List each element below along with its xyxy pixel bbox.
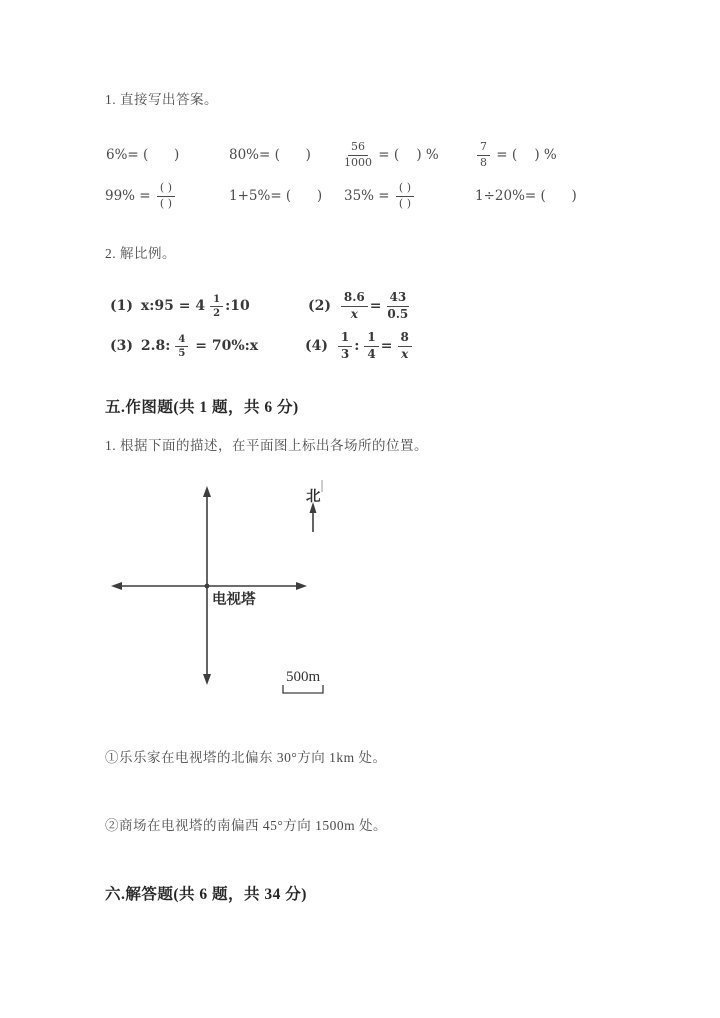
- proportion-4-label: (4): [305, 338, 333, 354]
- fraction: [398, 331, 412, 360]
- fraction-denominator: 8: [480, 155, 487, 169]
- fraction-numerator: ( ): [396, 182, 414, 196]
- section-5-heading: 五.作图题(共 1 题，共 6 分): [105, 399, 299, 416]
- fraction-denominator: 4: [367, 346, 376, 361]
- equals-sign: =: [380, 338, 393, 354]
- fraction-denominator: x: [350, 306, 358, 321]
- quick-item-2: [229, 138, 311, 172]
- quick-item-7-text: 35% =: [344, 188, 394, 204]
- solve-proportion-title: 2. 解比例。: [105, 246, 176, 261]
- north-label: 北: [306, 489, 321, 505]
- quick-item-2-text: 80%= ( ): [229, 147, 311, 163]
- axis-arrowhead-left: [111, 582, 122, 590]
- proportion-4: [305, 324, 414, 368]
- quick-item-5-text: 99% =: [105, 188, 155, 204]
- axis-arrowhead-right: [296, 582, 307, 590]
- fraction-numerator: 4: [175, 334, 188, 347]
- fraction: [344, 141, 372, 168]
- fraction-numerator: 56: [348, 141, 368, 155]
- fraction-numerator: 1: [210, 294, 223, 307]
- diagram-note-1: ①乐乐家在电视塔的北偏东 30°方向 1km 处。: [105, 750, 387, 765]
- fraction-numerator: 1: [364, 331, 378, 346]
- axis-arrowhead-down: [203, 674, 211, 685]
- fraction: [477, 141, 490, 168]
- diagram-note-2: ②商场在电视塔的南偏西 45°方向 1500m 处。: [105, 818, 388, 833]
- fraction: [341, 291, 368, 320]
- fraction-denominator: ( ): [159, 196, 172, 210]
- proportion-1-tail: :10: [225, 298, 250, 314]
- proportion-2-label: (2): [308, 298, 336, 314]
- quick-item-6: [229, 176, 322, 216]
- fraction-numerator: 1: [338, 331, 352, 346]
- position-diagram: [100, 474, 340, 706]
- quick-item-5: [105, 176, 177, 216]
- blank-fraction: [157, 182, 175, 209]
- fraction-denominator: 3: [340, 346, 350, 361]
- ratio-colon: :: [354, 338, 360, 354]
- fraction-denominator: 0.5: [387, 306, 409, 321]
- blank-fraction: [396, 182, 414, 209]
- proportion-3-label: (3): [110, 338, 138, 354]
- fraction-denominator: 2: [213, 307, 221, 319]
- proportion-1: [110, 288, 253, 324]
- proportion-1-label: (1): [110, 298, 138, 314]
- fraction-numerator: 7: [477, 141, 490, 155]
- mixed-number-fraction: [210, 294, 223, 319]
- quick-item-6-text: 1+5%= ( ): [229, 188, 323, 204]
- proportion-2: [308, 286, 411, 326]
- quick-item-3: [342, 138, 439, 172]
- proportion-3-expr: 2.8:: [140, 338, 171, 354]
- axis-arrowhead-up: [203, 486, 211, 497]
- scale-label: 500m: [286, 669, 321, 685]
- quick-item-4: [475, 138, 557, 172]
- proportion-3: [110, 326, 261, 366]
- section-5-question: 1. 根据下面的描述，在平面图上标出各场所的位置。: [105, 438, 428, 453]
- fraction: [387, 291, 410, 320]
- quick-item-1-text: 6%= ( ): [106, 147, 180, 163]
- fraction-numerator: 43: [387, 291, 410, 306]
- proportion-1-expr: x:95 = 4: [140, 298, 206, 314]
- fraction-denominator: 5: [178, 347, 186, 359]
- fraction-denominator: x: [401, 346, 409, 361]
- proportion-3-tail: = 70%:x: [190, 338, 259, 354]
- quick-item-7: [344, 176, 416, 216]
- origin-point: [205, 584, 210, 589]
- fraction-numerator: 8: [398, 331, 412, 346]
- fraction-denominator: 1000: [344, 155, 372, 169]
- fraction: [175, 334, 188, 359]
- quick-item-1: [106, 138, 179, 172]
- fraction-numerator: ( ): [157, 182, 175, 196]
- tv-tower-label: 电视塔: [212, 592, 256, 608]
- quick-item-3-text: = ( ) %: [374, 147, 439, 163]
- fraction: [338, 331, 352, 360]
- quick-item-4-text: = ( ) %: [492, 147, 557, 163]
- fraction-numerator: 8.6: [341, 291, 368, 306]
- equals-sign: =: [369, 298, 382, 314]
- fraction: [364, 331, 378, 360]
- quick-item-8-text: 1÷20%= ( ): [475, 188, 577, 204]
- section-6-heading: 六.解答题(共 6 题，共 34 分): [105, 886, 307, 903]
- quick-answer-title: 1. 直接写出答案。: [105, 92, 218, 107]
- fraction-denominator: ( ): [398, 196, 411, 210]
- scale-bar: [283, 685, 323, 693]
- quick-item-8: [475, 176, 577, 216]
